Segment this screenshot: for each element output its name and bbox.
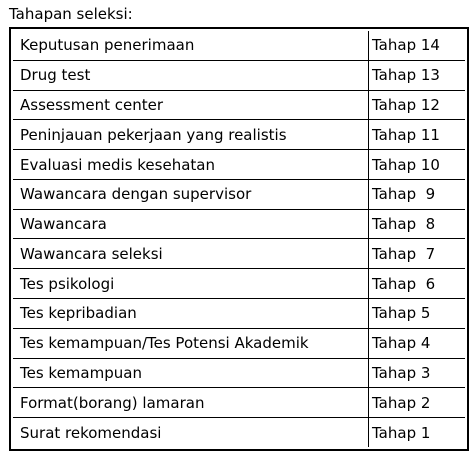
stage-cell: Tahap 13 <box>369 60 466 90</box>
step-cell: Tes kemampuan/Tes Potensi Akademik <box>13 328 369 358</box>
stage-cell: Tahap 1 <box>369 418 466 447</box>
table-row <box>13 60 465 90</box>
stage-cell: Tahap 12 <box>369 90 466 120</box>
step-cell: Tes kemampuan <box>13 358 369 388</box>
step-cell: Tes psikologi <box>13 269 369 299</box>
step-cell: Wawancara dengan supervisor <box>13 179 369 209</box>
step-cell: Drug test <box>13 60 369 90</box>
stage-cell: Tahap 7 <box>369 239 466 269</box>
stage-cell: Tahap 4 <box>369 328 466 358</box>
stage-cell: Tahap 6 <box>369 269 466 299</box>
table-row <box>13 150 465 180</box>
stage-cell: Tahap 11 <box>369 120 466 150</box>
step-cell: Wawancara seleksi <box>13 239 369 269</box>
table-row <box>13 239 465 269</box>
step-cell: Wawancara <box>13 209 369 239</box>
step-cell: Peninjauan pekerjaan yang realistis <box>13 120 369 150</box>
heading: Tahapan seleksi: <box>9 5 133 23</box>
step-cell: Assessment center <box>13 90 369 120</box>
step-cell: Keputusan penerimaan <box>13 31 369 60</box>
table-row <box>13 179 465 209</box>
table-row <box>13 299 465 329</box>
step-cell: Surat rekomendasi <box>13 418 369 447</box>
table-row <box>13 328 465 358</box>
table-row <box>13 269 465 299</box>
table-row <box>13 209 465 239</box>
step-cell: Format(borang) lamaran <box>13 388 369 418</box>
stage-cell: Tahap 10 <box>369 150 466 180</box>
selection-stages-table <box>13 31 465 447</box>
stage-cell: Tahap 9 <box>369 179 466 209</box>
table-row <box>13 388 465 418</box>
stage-cell: Tahap 8 <box>369 209 466 239</box>
table-row <box>13 90 465 120</box>
selection-stages-table-frame <box>9 27 469 451</box>
table-row <box>13 358 465 388</box>
stage-cell: Tahap 2 <box>369 388 466 418</box>
table-row <box>13 418 465 447</box>
stage-cell: Tahap 5 <box>369 299 466 329</box>
stage-cell: Tahap 3 <box>369 358 466 388</box>
table-row <box>13 120 465 150</box>
step-cell: Tes kepribadian <box>13 299 369 329</box>
step-cell: Evaluasi medis kesehatan <box>13 150 369 180</box>
table-row <box>13 31 465 60</box>
stage-cell: Tahap 14 <box>369 31 466 60</box>
